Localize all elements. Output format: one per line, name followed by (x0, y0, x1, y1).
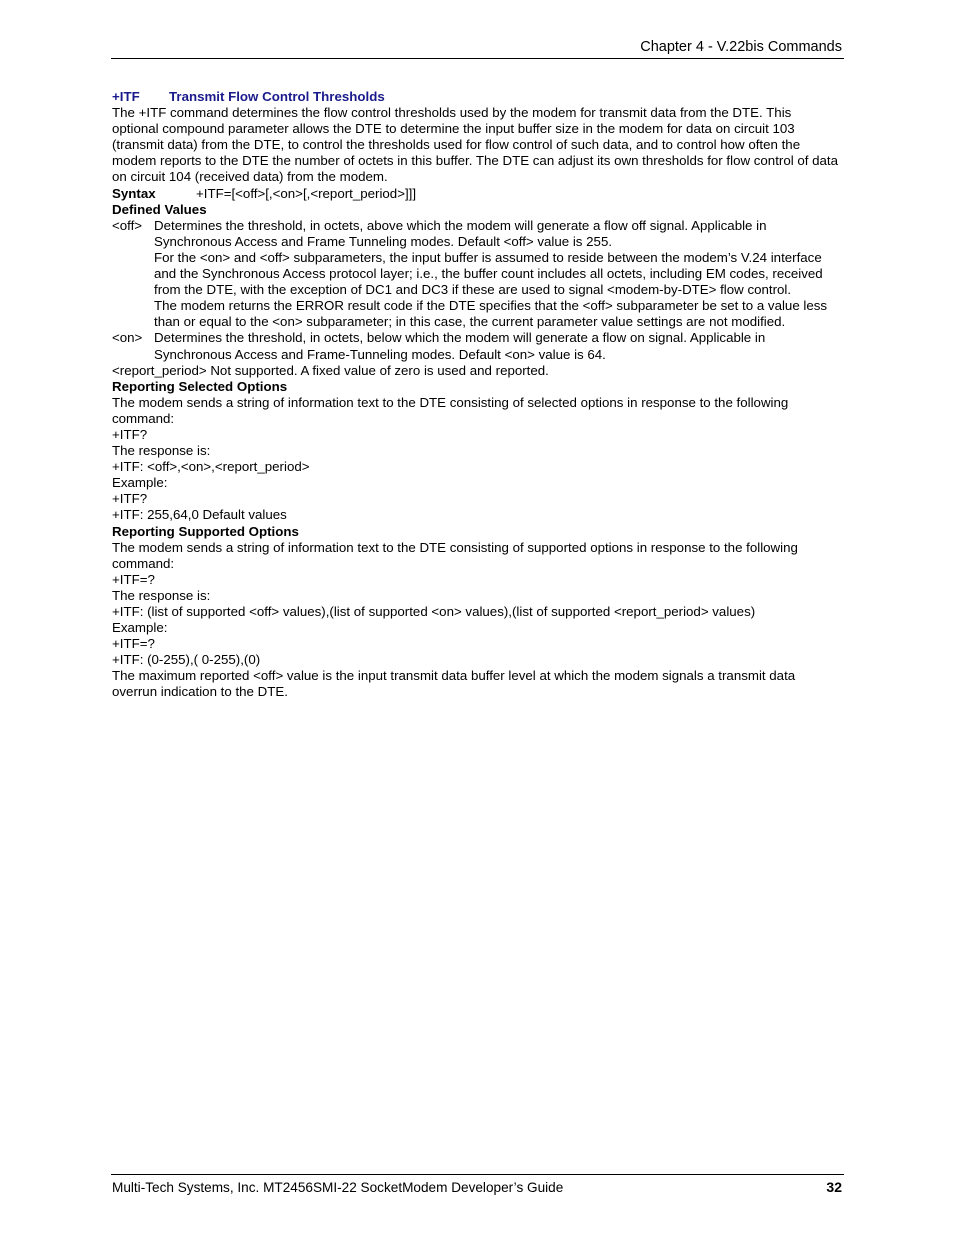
syntax-line (112, 186, 840, 202)
reporting-supported-heading: Reporting Supported Options (112, 523, 299, 539)
defined-values-heading: Defined Values (112, 201, 207, 217)
off-description-error: The modem returns the ERROR result code if the DTE specifies that the <off> subparameter be set to a value less than or equal to the <on> subparameter; in this case, the current parameter value settings are not modified. (154, 298, 828, 330)
off-description-buffer: For the <on> and <off> subparameters, the input buffer is assumed to reside between the modem’s V.24 interface and the Synchronous Access protocol layer; i.e., the buffer count includes all octets, including EM codes, received from the DTE, with the exception of DC1 and DC3 if these are used to signal <modem-by-DTE> flow control. (154, 249, 823, 298)
sp-example-label: Example: (112, 620, 168, 636)
report-period-description: <report_period> Not supported. A fixed value of zero is used and reported. (112, 362, 549, 378)
intro-paragraph: The +ITF command determines the flow control thresholds used by the modem for transmit data from the DTE. This optional compound parameter allows the DTE to determine the input buffer size in the modem for data on circuit 103 (transmit data) from the DTE, to control the thresholds used for flow control of such data, and to control how often the modem reports to the DTE the number of octets in this buffer. The DTE can adjust its own thresholds for flow control of data on circuit 104 (received data) from the modem. (112, 105, 839, 185)
chapter-title: Chapter 4 - V.22bis Commands (640, 39, 842, 55)
syntax-label: Syntax (112, 185, 156, 201)
syntax-value: +ITF=[<off>[,<on>[,<report_period>]]] (196, 185, 417, 201)
page-number: 32 (826, 1179, 842, 1195)
rs-command: +ITF? (112, 426, 148, 442)
rs-example-command: +ITF? (112, 491, 148, 507)
on-description: Determines the threshold, in octets, below which the modem will generate a flow on signal. Applicable in Synchronous Access and Frame-Tunneling modes. Default <on> value is 64. (154, 330, 766, 362)
off-term: <off> (112, 217, 143, 233)
rs-response-label: The response is: (112, 443, 211, 459)
on-term: <on> (112, 330, 143, 346)
command-title: Transmit Flow Control Thresholds (169, 89, 385, 104)
sp-response-label: The response is: (112, 587, 211, 603)
page-header (111, 38, 844, 59)
page-content (112, 89, 840, 701)
page-footer (111, 1174, 844, 1195)
reporting-selected-text: The modem sends a string of information text to the DTE consisting of selected options in response to the following command: (112, 394, 789, 426)
defined-value-on (112, 330, 840, 362)
command-name: +ITF (112, 89, 140, 104)
reporting-supported-text: The modem sends a string of information text to the DTE consisting of supported options in response to the following command: (112, 539, 798, 571)
sp-example-command: +ITF=? (112, 636, 155, 652)
footer-publication: Multi-Tech Systems, Inc. MT2456SMI-22 SocketModem Developer’s Guide (112, 1180, 564, 1195)
reporting-selected-heading: Reporting Selected Options (112, 378, 288, 394)
closing-paragraph: The maximum reported <off> value is the input transmit data buffer level at which the modem signals a transmit data overrun indication to the DTE. (112, 668, 796, 700)
rs-response: +ITF: <off>,<on>,<report_period> (112, 459, 310, 475)
off-description: Determines the threshold, in octets, above which the modem will generate a flow off signal. Applicable in Synchronous Access and Frame Tunneling modes. Default <off> value is 255. (154, 217, 767, 249)
rs-example-response: +ITF: 255,64,0 Default values (112, 507, 287, 523)
rs-example-label: Example: (112, 475, 168, 491)
defined-value-off (112, 218, 840, 250)
command-heading (112, 89, 840, 105)
sp-command: +ITF=? (112, 571, 155, 587)
sp-response: +ITF: (list of supported <off> values),(list of supported <on> values),(list of supported <report_period> values) (112, 604, 756, 619)
sp-example-response: +ITF: (0-255),( 0-255),(0) (112, 652, 261, 668)
